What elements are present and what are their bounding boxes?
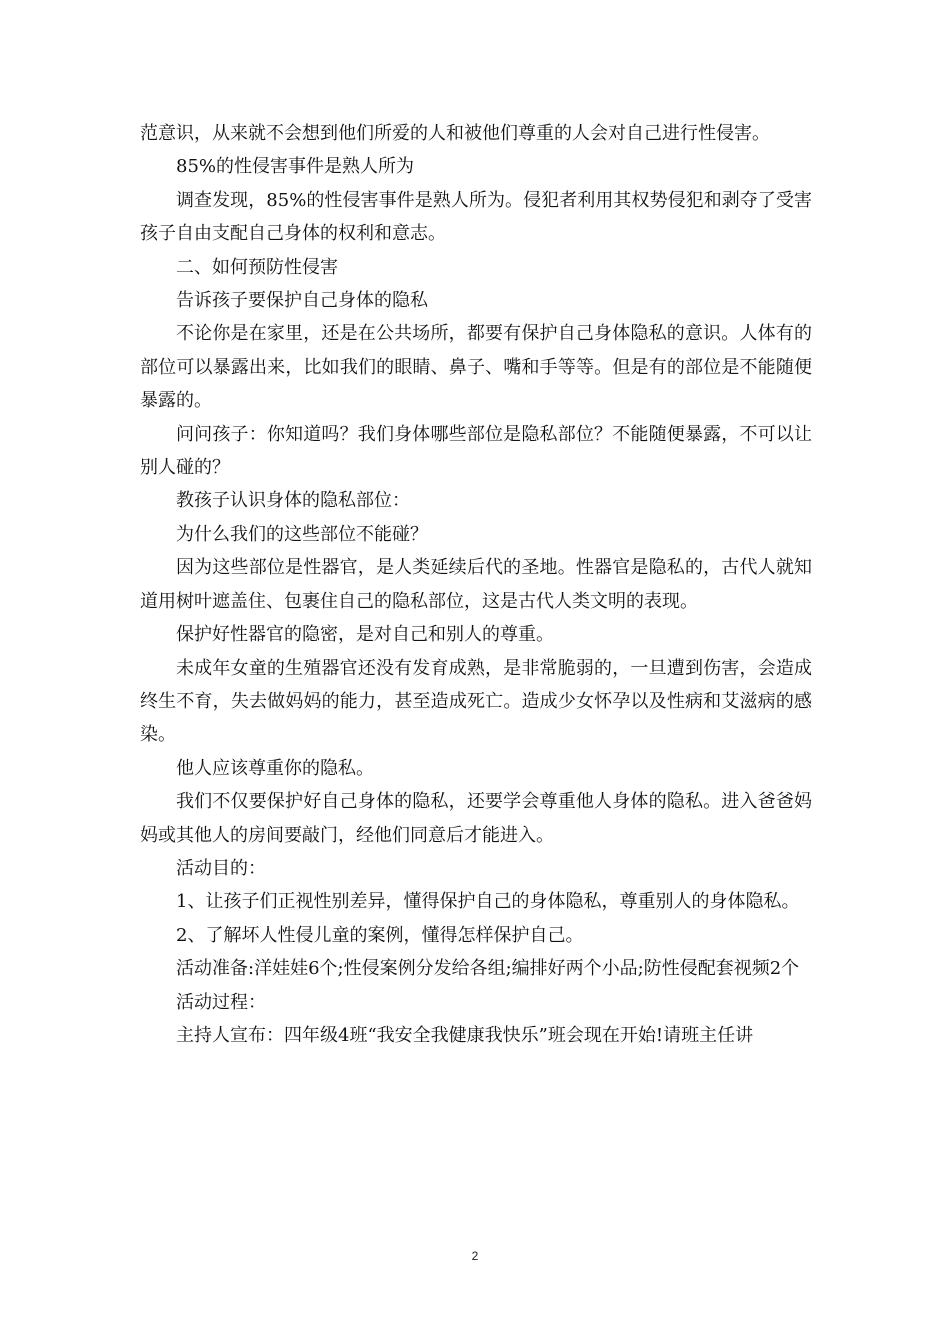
document-body xyxy=(140,117,812,1052)
paragraph: 告诉孩子要保护自己身体的隐私 xyxy=(176,290,428,312)
paragraph: 85%的性侵害事件是熟人所为 xyxy=(176,156,415,178)
paragraph: 问问孩子：你知道吗？我们身体哪些部位是隐私部位？不能随便暴露，不可以让别人碰的？ xyxy=(140,423,812,479)
paragraph: 范意识，从来就不会想到他们所爱的人和被他们尊重的人会对自己进行性侵害。 xyxy=(140,123,770,144)
paragraph: 他人应该尊重你的隐私。 xyxy=(176,757,374,779)
list-item: 2、了解坏人性侵儿童的案例，懂得怎样保护自己。 xyxy=(176,924,584,946)
paragraph: 因为这些部位是性器官，是人类延续后代的圣地。性器官是隐私的，古代人就知道用树叶遮盖住、包裹住自己的隐私部位，这是古代人类文明的表现。 xyxy=(140,557,812,612)
paragraph: 教孩子认识身体的隐私部位： xyxy=(176,490,410,512)
paragraph: 未成年女童的生殖器官还没有发育成熟，是非常脆弱的，一旦遭到伤害，会造成终生不育，失去做妈妈的能力，甚至造成死亡。造成少女怀孕以及性病和艾滋病的感染。 xyxy=(140,657,812,746)
paragraph: 活动过程： xyxy=(176,991,266,1013)
section-heading: 二、如何预防性侵害 xyxy=(176,256,338,278)
list-item: 1、让孩子们正视性别差异，懂得保护自己的身体隐私，尊重别人的身体隐私。 xyxy=(176,891,800,913)
paragraph: 为什么我们的这些部位不能碰？ xyxy=(176,523,428,545)
paragraph: 活动目的： xyxy=(176,857,266,879)
paragraph: 调查发现，85%的性侵害事件是熟人所为。侵犯者利用其权势侵犯和剥夺了受害孩子自由支配自己身体的权利和意志。 xyxy=(140,189,812,245)
page-number: 2 xyxy=(471,1249,479,1263)
paragraph: 不论你是在家里，还是在公共场所，都要有保护自己身体隐私的意识。人体有的部位可以暴露出来，比如我们的眼睛、鼻子、嘴和手等等。但是有的部位是不能随便暴露的。 xyxy=(140,323,812,412)
paragraph: 主持人宣布：四年级4班“我安全我健康我快乐”班会现在开始!请班主任讲 xyxy=(176,1024,754,1046)
paragraph: 我们不仅要保护好自己身体的隐私，还要学会尊重他人身体的隐私。进入爸爸妈妈或其他人的房间要敲门，经他们同意后才能进入。 xyxy=(140,791,812,846)
paragraph: 保护好性器官的隐密，是对自己和别人的尊重。 xyxy=(176,624,554,646)
paragraph: 活动准备:洋娃娃6个;性侵案例分发给各组;编排好两个小品;防性侵配套视频2个 xyxy=(176,958,800,980)
